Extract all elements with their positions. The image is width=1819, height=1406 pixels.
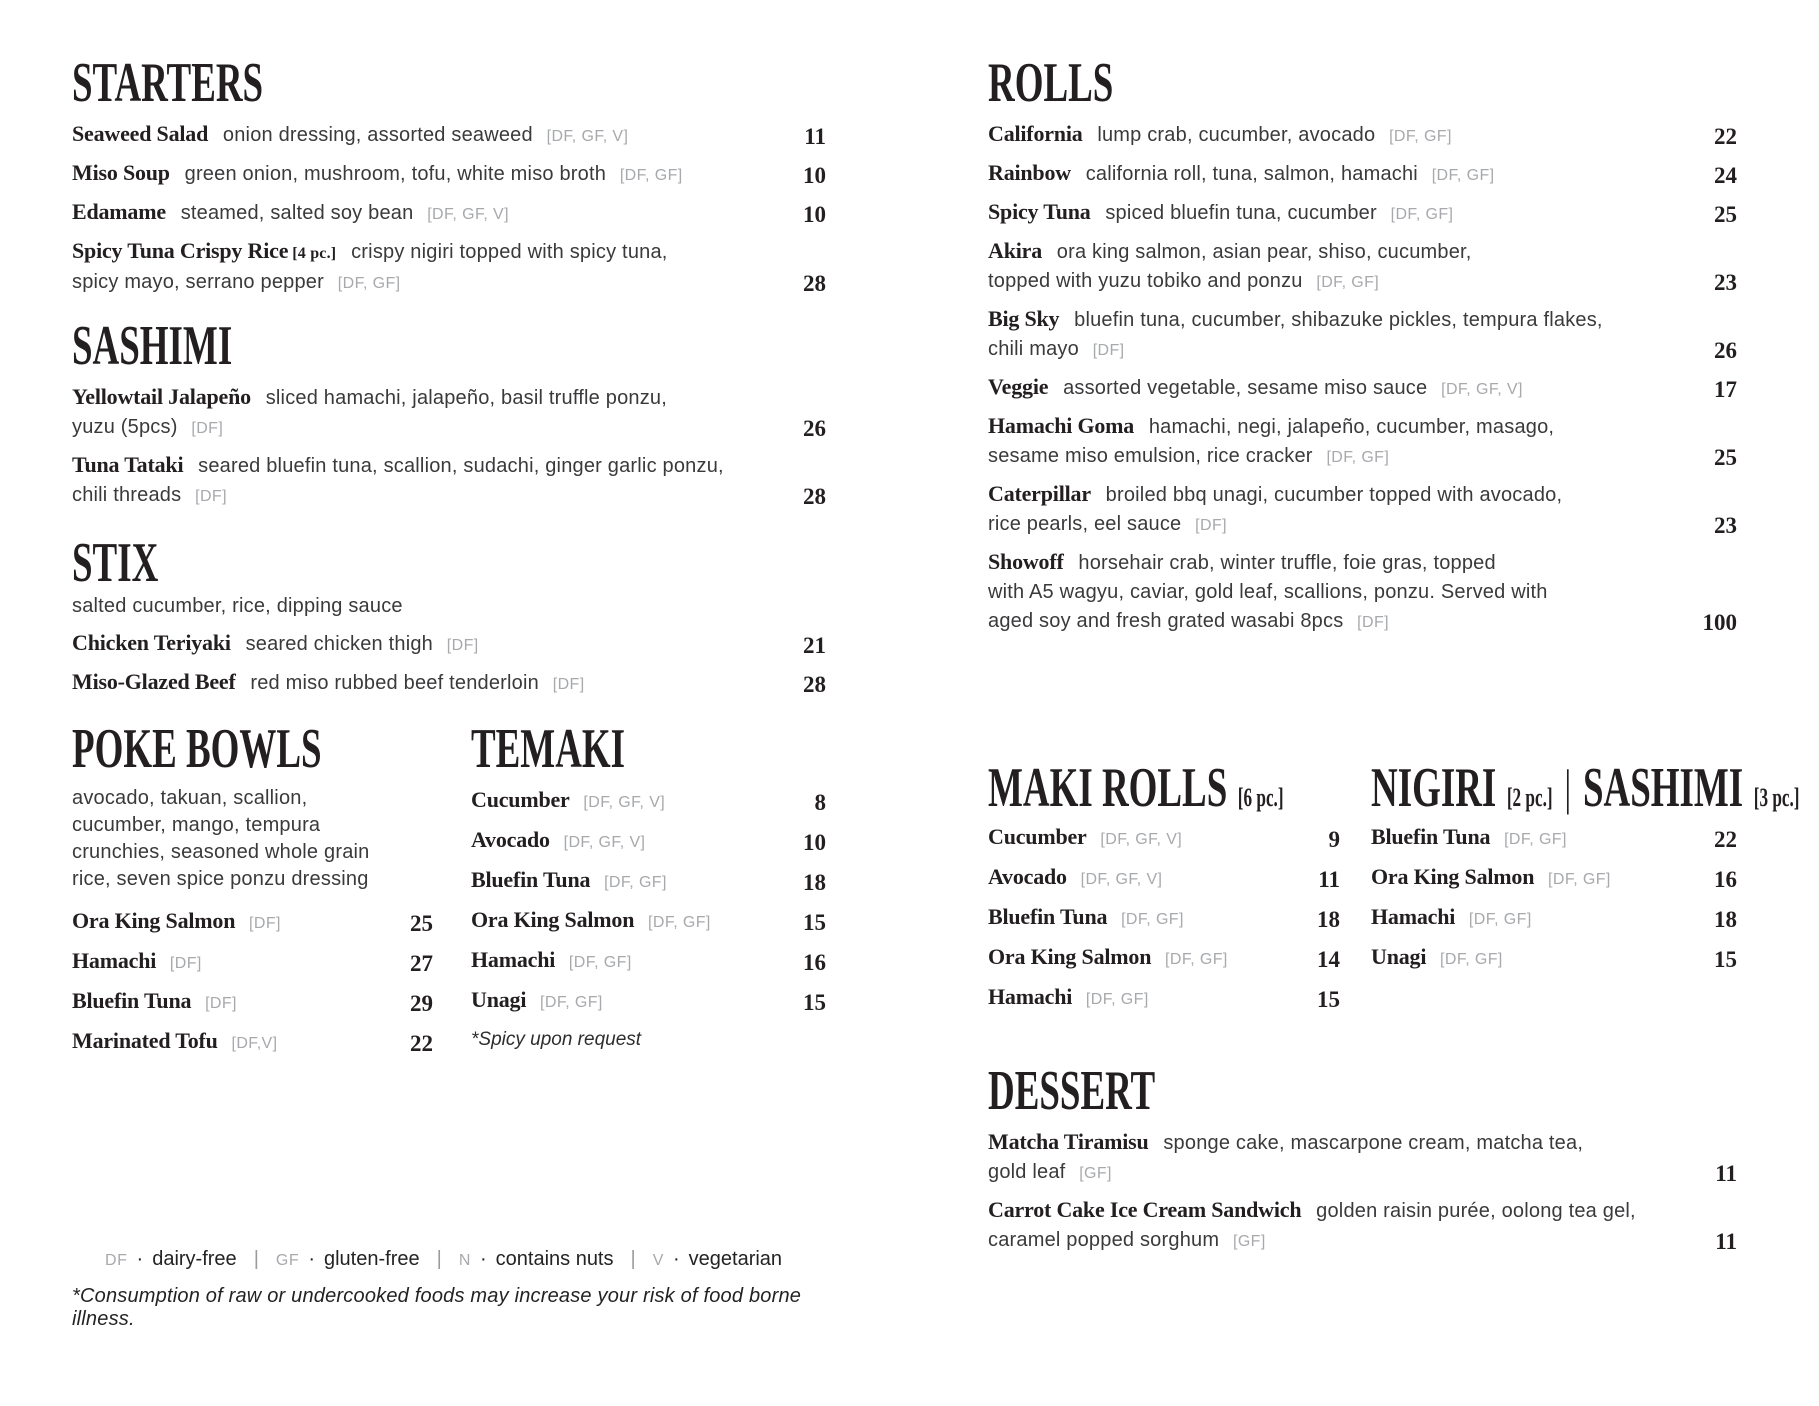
section-title-text: ROLLS [988,52,1114,114]
dietary-tags: [DF, GF, V] [1100,831,1183,848]
item-price: 16 [803,950,826,975]
item-name: Matcha Tiramisu [988,1129,1149,1154]
item-desc: green onion, mushroom, tofu, white miso broth [184,163,607,185]
section-title-text: MAKI ROLLS [988,757,1228,819]
intro-line: rice, seven spice ponzu dressing [72,868,369,890]
dietary-tags: [DF] [205,995,237,1012]
item-name: Unagi [1371,944,1427,969]
item-name: Ora King Salmon [988,944,1152,969]
menu-item [72,628,826,660]
dietary-tags: [DF] [249,915,281,932]
menu-item [988,197,1737,229]
menu-item [988,547,1737,637]
item-price: 9 [1328,827,1340,852]
rolls-title [988,52,1737,114]
item-desc: onion dressing, assorted seaweed [222,124,533,146]
dietary-tags: [DF] [1357,614,1389,631]
legend-separator: | [436,1248,442,1270]
item-price: 11 [1715,1161,1737,1186]
item-name: Cucumber [988,824,1087,849]
item-name: Bluefin Tuna [988,904,1108,929]
dietary-tags: [DF, GF] [1165,951,1228,968]
menu-item [72,450,826,511]
legend-code: V [652,1252,664,1269]
item-desc-cont: yuzu (5pcs) [72,416,178,438]
item-name: Hamachi [471,947,556,972]
item-name: Hamachi Goma [988,413,1135,438]
item-name: Spicy Tuna [988,199,1091,224]
menu-item [72,1026,433,1058]
menu-item [1371,862,1737,894]
menu-item [1371,822,1737,854]
pieces-label: [2 pc.] [1506,783,1553,812]
item-name: Bluefin Tuna [1371,824,1491,849]
item-price: 26 [803,416,826,441]
dietary-tags: [DF, GF] [648,914,711,931]
item-price: 26 [1714,338,1737,363]
menu-item [471,945,826,977]
dietary-tags: [DF] [1195,517,1227,534]
item-price: 10 [803,202,826,227]
item-price: 100 [1702,610,1737,635]
item-name: Veggie [988,374,1049,399]
menu-item [988,902,1340,934]
dietary-tags: [DF, GF, V] [1080,871,1163,888]
item-name: Hamachi [72,948,157,973]
item-price: 15 [803,990,826,1015]
item-desc: sliced hamachi, jalapeño, basil truffle ponzu, [265,387,667,409]
item-pieces: [4 pc.] [292,245,337,262]
nigiri-sashimi-column [1371,757,1800,1022]
dietary-tags: [DF, GF] [1326,449,1390,466]
item-name: Bluefin Tuna [72,988,192,1013]
item-price: 23 [1714,513,1737,538]
item-price: 8 [814,790,826,815]
item-name: Ora King Salmon [471,907,635,932]
item-desc: assorted vegetable, sesame miso sauce [1063,377,1428,399]
legend-bullet: · [672,1248,680,1270]
intro-line: avocado, takuan, scallion, [72,787,308,809]
item-price: 18 [1317,907,1340,932]
menu-item [471,905,826,937]
consumption-disclaimer: *Consumption of raw or undercooked foods may increase your risk of food borne illness. [72,1285,802,1330]
section-title-text: STIX [72,532,159,594]
maki-rolls-column [988,757,1340,1022]
sashimi-section [72,315,826,511]
dietary-tags: [DF] [1092,342,1125,359]
menu-item [471,865,826,897]
section-title-text: STARTERS [72,52,264,114]
dietary-tags: [DF, GF] [540,994,603,1011]
item-price: 15 [803,910,826,935]
item-desc-cont: gold leaf [988,1161,1066,1183]
item-price: 10 [803,163,826,188]
legend-label: vegetarian [688,1248,783,1270]
item-name: Marinated Tofu [72,1028,218,1053]
pieces-label: [3 pc.] [1753,783,1800,812]
dietary-tags: [DF, GF] [1316,274,1380,291]
item-price: 22 [1714,124,1737,149]
dietary-tags: [DF, GF] [1085,991,1149,1008]
item-name: California [988,121,1083,146]
item-desc: spiced bluefin tuna, cucumber [1105,202,1377,224]
item-price: 22 [410,1031,433,1056]
dessert-title [988,1060,1737,1122]
item-desc: seared chicken thigh [245,633,434,655]
item-desc-cont: with A5 wagyu, caviar, gold leaf, scallions, ponzu. Served with [988,581,1548,603]
dietary-tags: [DF, GF] [1390,206,1454,223]
menu-item [988,158,1737,190]
dietary-tags: [DF, GF, V] [427,206,509,223]
item-price: 14 [1317,947,1340,972]
temaki-column [471,718,826,1066]
item-price: 24 [1714,163,1737,188]
right-column [988,52,1800,1263]
section-intro: salted cucumber, rice, dipping sauce [72,595,403,617]
item-desc: red miso rubbed beef tenderloin [250,672,539,694]
item-price: 28 [803,271,826,296]
item-desc: horsehair crab, winter truffle, foie gras, topped [1078,552,1496,574]
dietary-tags: [DF, GF, V] [583,794,666,811]
title-divider: | [1564,759,1572,815]
legend-code: N [458,1252,471,1269]
starters-title [72,52,826,114]
dietary-tags: [DF] [552,676,585,693]
dietary-tags: [DF, GF] [1440,951,1503,968]
menu-item [1371,902,1737,934]
menu-item [72,382,826,443]
dietary-tags: [DF, GF] [1468,911,1532,928]
menu-item [471,785,826,817]
temaki-list [471,785,826,1054]
item-name: Rainbow [988,160,1071,185]
footer [72,1248,852,1331]
menu-item [988,982,1340,1014]
menu-item [988,304,1737,365]
stix-title [72,532,826,594]
dietary-tags: [GF] [1232,1233,1266,1250]
dessert-section [988,1060,1737,1256]
dietary-tags: [DF, GF, V] [563,834,646,851]
item-price: 25 [1714,202,1737,227]
item-price: 21 [803,633,826,658]
item-name: Caterpillar [988,481,1091,506]
item-name: Carrot Cake Ice Cream Sandwich [988,1197,1302,1222]
item-name: Chicken Teriyaki [72,630,231,655]
maki-rolls-title [988,757,1340,819]
item-price: 15 [1714,947,1737,972]
item-name: Miso Soup [72,160,170,185]
item-name: Unagi [471,987,527,1012]
menu-item [988,1195,1737,1256]
item-name: Edamame [72,199,166,224]
item-name: Hamachi [1371,904,1456,929]
item-name: Spicy Tuna Crispy Rice [72,238,289,263]
item-price: 22 [1714,827,1737,852]
legend-label: dairy-free [152,1248,237,1270]
item-name: Avocado [988,864,1067,889]
intro-line: crunchies, seasoned whole grain [72,841,370,863]
legend-bullet: · [308,1248,315,1270]
legend-code: DF [105,1252,128,1269]
menu-item [72,197,826,229]
item-desc-cont: chili threads [72,484,182,506]
item-desc: broiled bbq unagi, cucumber topped with avocado, [1105,484,1563,506]
stix-section [72,532,826,699]
menu-item [72,119,826,151]
dietary-tags: [DF, GF] [337,275,401,292]
item-name: Showoff [988,549,1064,574]
item-desc: california roll, tuna, salmon, hamachi [1085,163,1418,185]
item-price: 17 [1714,377,1737,402]
dietary-tags: [DF, GF] [619,167,683,184]
section-title-text: TEMAKI [471,718,626,780]
item-price: 28 [803,672,826,697]
poke-bowls-title [72,718,433,780]
item-price: 23 [1714,270,1737,295]
menu-item [72,667,826,699]
menu-item [988,236,1737,297]
poke-intro [72,785,433,893]
item-desc: steamed, salted soy bean [180,202,414,224]
item-desc-cont: sesame miso emulsion, rice cracker [988,445,1313,467]
dietary-tags: [DF, GF] [1389,128,1452,145]
item-name: Avocado [471,827,550,852]
menu-item [471,825,826,857]
item-name: Yellowtail Jalapeño [72,384,251,409]
dietary-tags: [DF] [195,488,227,505]
legend-code: GF [275,1252,300,1269]
poke-temaki-section [72,718,826,1066]
section-title-text: SASHIMI [72,315,233,377]
dietary-tags: [DF,V] [231,1035,278,1052]
menu-item [988,942,1340,974]
menu-item [72,946,433,978]
menu-item [988,479,1737,540]
item-price: 18 [1714,907,1737,932]
menu-item [988,372,1737,404]
maki-nigiri-section [988,757,1800,1022]
item-name: Bluefin Tuna [471,867,591,892]
section-title-text: SASHIMI [1582,757,1744,819]
item-price: 25 [1714,445,1737,470]
menu-item [988,411,1737,472]
starters-section [72,52,826,298]
section-title-text: NIGIRI [1371,757,1497,819]
item-price: 29 [410,991,433,1016]
item-name: Hamachi [988,984,1073,1009]
item-price: 11 [804,124,826,149]
dietary-tags: [GF] [1079,1165,1112,1182]
item-name: Miso-Glazed Beef [72,669,236,694]
legend-separator: | [630,1248,636,1270]
dietary-tags: [DF] [446,637,479,654]
item-desc: bluefin tuna, cucumber, shibazuke pickles, tempura flakes, [1074,309,1603,331]
item-price: 25 [410,911,433,936]
nigiri-sashimi-title [1371,757,1800,819]
legend-bullet: · [136,1248,144,1270]
legend-label: contains nuts [495,1248,614,1270]
menu-item [72,236,826,298]
dietary-tags: [DF, GF, V] [1441,381,1523,398]
item-price: 28 [803,484,826,509]
item-price: 16 [1714,867,1737,892]
rolls-section [988,52,1737,637]
item-price: 27 [410,951,433,976]
item-desc-cont: rice pearls, eel sauce [988,513,1182,535]
menu-item [1371,942,1737,974]
section-title-text: POKE BOWLS [72,718,322,780]
item-name: Akira [988,238,1043,263]
left-column [72,52,826,1066]
menu-item [72,906,433,938]
dietary-tags: [DF, GF] [1121,911,1184,928]
item-name: Cucumber [471,787,570,812]
temaki-note: *Spicy upon request [471,1029,642,1050]
menu-item [988,822,1340,854]
dietary-legend [72,1248,852,1271]
item-desc-cont: caramel popped sorghum [988,1229,1220,1251]
item-price: 10 [803,830,826,855]
item-desc-cont: chili mayo [988,338,1079,360]
item-desc: ora king salmon, asian pear, shiso, cucumber, [1056,241,1472,263]
menu-item [72,158,826,190]
menu-item [471,985,826,1017]
item-desc: lump crab, cucumber, avocado [1097,124,1376,146]
item-name: Tuna Tataki [72,452,184,477]
item-name: Ora King Salmon [1371,864,1535,889]
item-price: 15 [1317,987,1340,1012]
dietary-tags: [DF] [169,955,202,972]
item-name: Seaweed Salad [72,121,209,146]
menu-item [988,1127,1737,1188]
menu-item [988,119,1737,151]
item-desc: hamachi, negi, jalapeño, cucumber, masago, [1148,416,1555,438]
dietary-tags: [DF] [191,420,224,437]
item-desc-cont: aged soy and fresh grated wasabi 8pcs [988,610,1344,632]
item-price: 11 [1715,1229,1737,1254]
dietary-tags: [DF, GF] [604,874,667,891]
intro-line: cucumber, mango, tempura [72,814,321,836]
legend-separator: | [253,1248,259,1270]
poke-bowls-column [72,718,433,1066]
item-desc: golden raisin purée, oolong tea gel, [1316,1200,1636,1222]
temaki-title [471,718,826,780]
item-name: Ora King Salmon [72,908,236,933]
menu-item [72,986,433,1018]
legend-label: gluten-free [323,1248,420,1270]
dietary-tags: [DF, GF] [1504,831,1567,848]
item-desc-cont: spicy mayo, serrano pepper [72,271,324,293]
item-desc: crispy nigiri topped with spicy tuna, [351,241,668,263]
dietary-tags: [DF, GF] [1548,871,1611,888]
item-price: 11 [1318,867,1340,892]
section-title-text: DESSERT [988,1060,1156,1122]
dietary-tags: [DF, GF] [568,954,632,971]
item-desc: seared bluefin tuna, scallion, sudachi, ginger garlic ponzu, [198,455,724,477]
item-desc: sponge cake, mascarpone cream, matcha tea, [1163,1132,1584,1154]
item-name: Big Sky [988,306,1060,331]
item-price: 18 [803,870,826,895]
sashimi-title [72,315,826,377]
menu-item [988,862,1340,894]
legend-bullet: · [479,1248,487,1270]
item-desc-cont: topped with yuzu tobiko and ponzu [988,270,1303,292]
dietary-tags: [DF, GF, V] [546,128,629,145]
pieces-label: [6 pc.] [1237,783,1284,812]
dietary-tags: [DF, GF] [1431,167,1495,184]
